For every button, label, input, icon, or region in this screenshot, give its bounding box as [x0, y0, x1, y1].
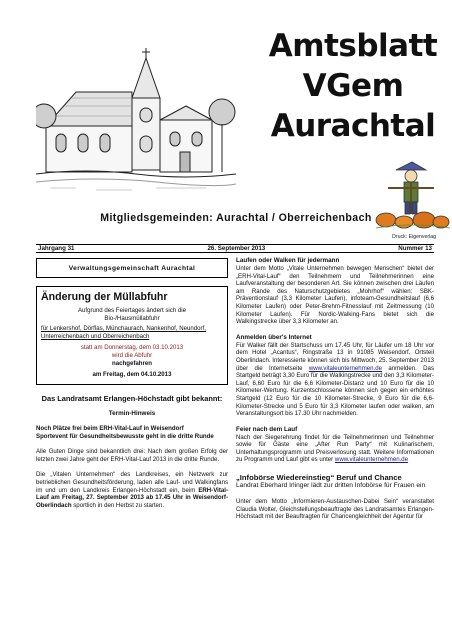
section-text-laufen: Unter dem Motto „Vitale Unternehmen bewegen Menschen“ bietet der „ERH-Vital-Lauf“ den Teilnehmern und Teilnehmerinnen eine Laufveranstaltung der besonderen Art. Sie können zwischen drei Läufen am Rande des Naturschutzgebietes „Mohrhof“ wählen: SBK-Präventionslauf (3,3 Kilometer Laufen), infoteam-Gesundheitslauf (6,6 Kilometer Laufen) oder Peter-Brehm-Fitnesslauf mit Zeitmessung (10 Kilometer Laufen). Für Nordic-Walking-Fans bietet sich die Walkingstrecke über 3,3 Kilometer an. [236, 265, 434, 326]
section-heading-infoboerse: „Infobörse Wiedereinstieg“ Beruf und Chance [236, 473, 402, 483]
member-municipalities: Mitgliedsgemeinden: Aurachtal / Oberreichenbach [100, 212, 372, 224]
waste-line-4: wird die Abfuhr [111, 352, 153, 359]
waste-title: Änderung der Müllabfuhr [41, 291, 168, 303]
masthead [0, 0, 452, 240]
issue-bar [36, 244, 434, 253]
landrat-heading: Das Landratsamt Erlangen-Höchstadt gibt bekannt: [41, 394, 223, 403]
section-heading-feier: Feier nach dem Lauf [236, 425, 298, 433]
masthead-title [258, 26, 448, 146]
administration-banner: Verwaltungsgemeinschaft Aurachtal [36, 258, 228, 278]
issue-number: Nummer 13 [398, 245, 432, 252]
waste-line-3: statt am Donnerstag, dem 03.10.2013 [80, 344, 184, 351]
vital-lauf-invitation [36, 471, 228, 509]
waste-collection-notice [36, 286, 228, 385]
title-line-aurachtal: Aurachtal [270, 108, 436, 144]
waste-line-2: Bio-/Hausmüllabfuhr [104, 315, 160, 322]
vital-lauf-intro: Alle Guten Dinge sind bekanntlich drei: Nach dem großen Erfolg der letzten zwei Jahre geht der ERH-Vital-Lauf 2013 in die dritte Runde. [36, 448, 228, 463]
title-line-vgem: VGem [302, 68, 404, 104]
registration-link[interactable]: www.vitaleunternehmen.de [308, 364, 383, 372]
feier-text: Nach der Siegerehrung findet für die Teilnehmerinnen und Teilnehmer sowie für Gäste eine „After Run Party“ mit Kulinarischem, Unterhaltungsprogramm und Preisverlosung statt. Weitere Informationen zu Programm und Lauf gibt es unter [236, 433, 434, 464]
issue-year: Jahrgang 31 [38, 245, 75, 252]
invitation-text-c: sportlich in den Herbst zu starten. [71, 501, 165, 509]
infoboerse-subheading: Landrat Eberhard Irlinger lädt zur dritten Infobörse für Frauen ein [236, 482, 426, 490]
section-heading-laufen: Laufen oder Walken für jedermann [236, 257, 340, 264]
anmelden-text-a: Für Walker fällt der Startschuss um 17.45 Uhr, für Läufer um 18 Uhr vor dem Hotel „Acantus“, Ringstraße 13 in 91085 Weisendorf, Ortsteil Oberlindach. Interessierte können sich bis Mittwoch, 25. September 2013 über die Internetseite [236, 341, 434, 372]
anmelden-text-b: anmelden. Das Startgeld beträgt 3,30 Euro für die Walkingstrecke und den 3,3 Kilometer-Lauf, 6,60 Euro für die 6,6 Kilometer-Distanz und 10 Euro für die 10 Kilometer-Wertung. Kurzentschlossene können sich gegen ein erhöhtes Startgeld (12 Euro für die 10 Kilometer-Strecke, 9 Euro für die 6,6-Kilometer-Strecke und 5 Euro für 3,3 Kilometer laufen oder walken, am Veranstaltungsort bis 17.30 Uhr nachmelden. [236, 364, 434, 418]
waste-line-1: Aufgrund des Feiertages ändert sich die [77, 307, 187, 314]
title-line-amtsblatt: Amtsblatt [268, 28, 438, 64]
section-heading-anmelden: Anmelden über's Internet [236, 333, 312, 341]
issue-date: 26. September 2013 [207, 245, 266, 252]
church-illustration [36, 46, 236, 196]
vital-lauf-subheadline: Sportevent für Gesundheitsbewusste geht in die dritte Runde [36, 432, 214, 440]
vital-lauf-headline: Noch Plätze frei beim ERH-Vital-Lauf in Weisendorf [36, 425, 184, 432]
section-text-anmelden [236, 342, 434, 418]
termin-heading: Termin-Hinweis [108, 410, 156, 417]
info-link[interactable]: www.vitaleunternehmen.de [334, 456, 409, 464]
invitation-text-a: Die „Vitalen Unternehmen“ des Landkreises, ein Netzwerk zur betrieblichen Gesundheitsförderung, laden alle Lauf- und Walkingfans im und um den Landkreis Erlangen-Höchstadt ein, beim [36, 471, 228, 494]
invitation-text-b: ERH-Vital-Lauf am Freitag, 27. September 2013 ab 17.45 Uhr in Weisendorf-Oberlindach [36, 486, 228, 509]
waste-towns: für Lenkershof, Dörflas, Münchaurach, Nankenhof, Neundorf, Unterreichenbach und Oberreichenbach [41, 325, 206, 340]
print-credit: Druck: Eigenverlag [392, 234, 436, 240]
left-column [36, 258, 228, 509]
section-text-infoboerse: Unter dem Motto „Informieren-Austauschen-Dabei Sein“ veranstaltet Claudia Wolter, Gleichstellungsbeauftragte des Landratsamtes Erlangen-Höchstadt mit der Beauftragten für Chancengleichheit der Agentur für [236, 498, 434, 521]
right-column [236, 257, 434, 521]
waste-line-6: am Freitag, dem 04.10.2013 [92, 371, 172, 378]
section-text-feier [236, 434, 434, 464]
waste-line-5: nachgefahren [112, 360, 152, 367]
